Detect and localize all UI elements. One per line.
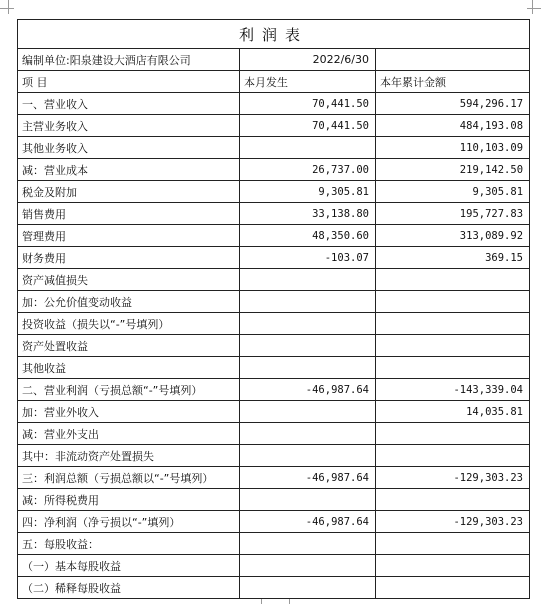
income-statement-table (17, 19, 530, 599)
row-item-label: 主营业务收入 (18, 115, 240, 137)
row-ytd-value (376, 489, 530, 511)
row-month-value: -46,987.64 (240, 379, 376, 401)
table-row (18, 115, 530, 137)
table-row (18, 511, 530, 533)
row-month-value: -103.07 (240, 247, 376, 269)
row-month-value: -46,987.64 (240, 511, 376, 533)
row-item-label: 资产减值损失 (18, 269, 240, 291)
row-month-value (240, 335, 376, 357)
row-ytd-value (376, 335, 530, 357)
row-item-label: 其中：非流动资产处置损失 (18, 445, 240, 467)
row-ytd-value (376, 445, 530, 467)
row-item-label: 二、营业利润（亏损总额“-”号填列） (18, 379, 240, 401)
table-row (18, 555, 530, 577)
row-month-value (240, 291, 376, 313)
row-month-value (240, 401, 376, 423)
table-row (18, 313, 530, 335)
row-item-label: 税金及附加 (18, 181, 240, 203)
row-ytd-value: -129,303.23 (376, 511, 530, 533)
row-month-value: 33,138.80 (240, 203, 376, 225)
row-month-value (240, 555, 376, 577)
row-month-value: 48,350.60 (240, 225, 376, 247)
corner-mark (532, 0, 533, 14)
header-row (18, 71, 530, 93)
table-row (18, 401, 530, 423)
company-name: 编制单位:阳泉建设大酒店有限公司 (18, 49, 240, 71)
table-row (18, 181, 530, 203)
header-item: 项 目 (18, 71, 240, 93)
statement-title: 利润表 (18, 20, 530, 49)
row-month-value (240, 533, 376, 555)
row-item-label: 资产处置收益 (18, 335, 240, 357)
row-item-label: （二）稀释每股收益 (18, 577, 240, 599)
row-ytd-value: 195,727.83 (376, 203, 530, 225)
row-month-value: 70,441.50 (240, 93, 376, 115)
row-month-value: 26,737.00 (240, 159, 376, 181)
row-ytd-value (376, 577, 530, 599)
table-row (18, 203, 530, 225)
table-row (18, 291, 530, 313)
row-ytd-value: -129,303.23 (376, 467, 530, 489)
row-item-label: 五：每股收益： (18, 533, 240, 555)
row-item-label: 其他业务收入 (18, 137, 240, 159)
table-row (18, 467, 530, 489)
row-month-value: -46,987.64 (240, 467, 376, 489)
row-ytd-value: 594,296.17 (376, 93, 530, 115)
row-month-value (240, 313, 376, 335)
table-row (18, 379, 530, 401)
row-ytd-value: 313,089.92 (376, 225, 530, 247)
table-row (18, 137, 530, 159)
title-row (18, 20, 530, 49)
corner-mark (8, 0, 9, 14)
header-month: 本月发生 (240, 71, 376, 93)
row-month-value: 9,305.81 (240, 181, 376, 203)
table-row (18, 533, 530, 555)
header-ytd: 本年累计金额 (376, 71, 530, 93)
row-item-label: 加：营业外收入 (18, 401, 240, 423)
row-item-label: 管理费用 (18, 225, 240, 247)
corner-mark (527, 8, 541, 9)
row-month-value (240, 445, 376, 467)
row-month-value (240, 489, 376, 511)
row-month-value: 70,441.50 (240, 115, 376, 137)
row-item-label: 四：净利润（净亏损以“-”填列） (18, 511, 240, 533)
row-item-label: 减：营业外支出 (18, 423, 240, 445)
row-item-label: 财务费用 (18, 247, 240, 269)
company-row (18, 49, 530, 71)
row-item-label: 投资收益（损失以“-”号填列） (18, 313, 240, 335)
row-item-label: 减：营业成本 (18, 159, 240, 181)
table-row (18, 445, 530, 467)
empty-cell (376, 49, 530, 71)
row-month-value (240, 269, 376, 291)
row-ytd-value (376, 423, 530, 445)
row-ytd-value (376, 313, 530, 335)
row-ytd-value (376, 269, 530, 291)
row-ytd-value: 219,142.50 (376, 159, 530, 181)
report-date: 2022/6/30 (240, 49, 376, 71)
row-item-label: 加：公允价值变动收益 (18, 291, 240, 313)
row-item-label: （一）基本每股收益 (18, 555, 240, 577)
table-row (18, 577, 530, 599)
table-row (18, 159, 530, 181)
row-ytd-value (376, 555, 530, 577)
table-row (18, 423, 530, 445)
row-ytd-value: 110,103.09 (376, 137, 530, 159)
row-ytd-value (376, 533, 530, 555)
table-row (18, 357, 530, 379)
row-ytd-value (376, 291, 530, 313)
row-month-value (240, 423, 376, 445)
row-month-value (240, 577, 376, 599)
table-row (18, 269, 530, 291)
table-row (18, 93, 530, 115)
table-row (18, 247, 530, 269)
row-ytd-value: 369.15 (376, 247, 530, 269)
corner-mark (0, 8, 14, 9)
row-item-label: 三：利润总额（亏损总额以“-”号填列） (18, 467, 240, 489)
row-ytd-value: -143,339.04 (376, 379, 530, 401)
row-item-label: 销售费用 (18, 203, 240, 225)
table-row (18, 335, 530, 357)
row-month-value (240, 357, 376, 379)
table-row (18, 225, 530, 247)
row-ytd-value: 14,035.81 (376, 401, 530, 423)
row-item-label: 一、营业收入 (18, 93, 240, 115)
row-item-label: 其他收益 (18, 357, 240, 379)
row-ytd-value (376, 357, 530, 379)
row-month-value (240, 137, 376, 159)
row-ytd-value: 9,305.81 (376, 181, 530, 203)
row-item-label: 减：所得税费用 (18, 489, 240, 511)
table-row (18, 489, 530, 511)
row-ytd-value: 484,193.08 (376, 115, 530, 137)
